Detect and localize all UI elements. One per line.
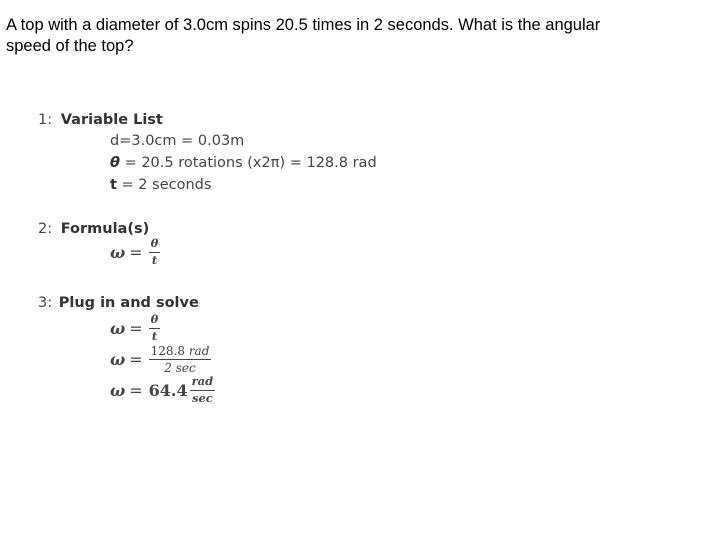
equals-sign: = — [129, 318, 143, 338]
unit-fraction — [190, 376, 216, 404]
result-value: 64.4 — [148, 380, 188, 400]
step2-number: 2: — [38, 221, 53, 237]
step2-title: Formula(s) — [60, 221, 150, 237]
solve-row-3 — [110, 376, 215, 404]
fraction-denominator: 2 sec — [164, 361, 196, 375]
step3-number: 3: — [38, 295, 53, 311]
fraction-numerator: θ — [150, 312, 159, 326]
numerator-value: 128.8 — [150, 344, 189, 358]
step2-heading — [38, 221, 149, 237]
solve-row-1 — [110, 314, 160, 342]
question-line-1: A top with a diameter of 3.0cm spins 20.5 times in 2 seconds. What is the angular — [6, 16, 601, 34]
equals-sign: = — [129, 350, 143, 369]
question-line-2: speed of the top? — [6, 37, 134, 55]
theta-over-t-fraction — [149, 314, 161, 342]
fraction-numerator — [149, 345, 212, 357]
theta-symbol: θ — [110, 155, 120, 171]
fraction-numerator: θ — [150, 236, 159, 250]
fraction-denominator: t — [151, 328, 158, 343]
equals-sign: = — [129, 380, 143, 400]
t-value: = 2 seconds — [116, 177, 212, 193]
omega-symbol: ω — [110, 350, 126, 369]
theta-over-t-fraction — [149, 238, 161, 266]
step3-title: Plug in and solve — [58, 295, 199, 311]
omega-symbol: ω — [110, 242, 126, 262]
omega-symbol: ω — [110, 380, 126, 400]
step1-heading — [38, 112, 163, 128]
step1-title: Variable List — [60, 112, 163, 128]
fraction-denominator: sec — [191, 390, 213, 405]
numerator-unit: rad — [188, 344, 210, 358]
omega-symbol: ω — [110, 318, 126, 338]
step3-heading — [38, 295, 199, 311]
formula-row — [110, 238, 160, 266]
substituted-fraction — [149, 345, 212, 374]
equals-sign: = — [129, 242, 143, 262]
step1-number: 1: — [38, 112, 53, 128]
variable-theta — [110, 155, 377, 171]
fraction-bar — [149, 359, 212, 360]
fraction-numerator: rad — [191, 374, 214, 388]
fraction-denominator: t — [151, 252, 158, 267]
solve-row-2 — [110, 345, 211, 374]
variable-d: d=3.0cm = 0.03m — [110, 133, 245, 149]
theta-value: = 20.5 rotations (x2π) = 128.8 rad — [119, 155, 377, 171]
variable-t — [110, 177, 211, 193]
t-symbol: t — [110, 177, 117, 193]
